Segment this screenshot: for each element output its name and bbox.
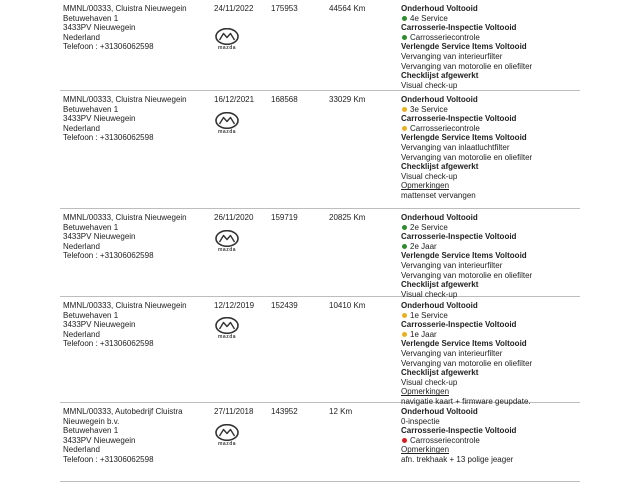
address-line: Nederland bbox=[63, 32, 100, 42]
status-dot-icon bbox=[402, 244, 407, 249]
service-record bbox=[60, 0, 580, 91]
mileage: 44564 Km bbox=[329, 4, 366, 13]
order-number: 152439 bbox=[271, 301, 298, 310]
detail-heading: Verlengde Service Items Voltooid bbox=[401, 339, 527, 349]
detail-heading: Checklijst afgewerkt bbox=[401, 162, 479, 172]
status-dot-icon bbox=[402, 313, 407, 318]
address-line: Betuwehaven 1 bbox=[63, 426, 119, 436]
logo-wordmark: mazda bbox=[217, 334, 237, 340]
logo-wordmark: mazda bbox=[217, 129, 237, 135]
detail-heading: Verlengde Service Items Voltooid bbox=[401, 251, 527, 261]
detail-item: Vervanging van inlaatluchtfilter bbox=[401, 142, 510, 152]
status-dot-icon bbox=[402, 107, 407, 112]
remarks-text: mattenset vervangen bbox=[401, 190, 476, 200]
address-line: MMNL/00333, Autobedrijf Cluistra bbox=[63, 407, 183, 416]
address-line: Betuwehaven 1 bbox=[63, 104, 119, 114]
detail-item bbox=[401, 223, 581, 233]
service-date: 26/11/2020 bbox=[214, 213, 254, 222]
status-dot-icon bbox=[402, 35, 407, 40]
detail-text: 2e Service bbox=[410, 222, 448, 232]
address-line: Telefoon : +31306062598 bbox=[63, 339, 154, 349]
detail-text: 1e Service bbox=[410, 310, 448, 320]
service-date: 24/11/2022 bbox=[214, 4, 254, 13]
service-record bbox=[60, 91, 580, 209]
detail-heading: Carrosserie-Inspectie Voltooid bbox=[401, 23, 517, 33]
detail-heading: Checklijst afgewerkt bbox=[401, 280, 479, 290]
dealer-address bbox=[63, 4, 209, 52]
service-details bbox=[401, 4, 581, 90]
detail-heading: Checklijst afgewerkt bbox=[401, 71, 479, 81]
detail-heading: Carrosserie-Inspectie Voltooid bbox=[401, 232, 517, 242]
detail-heading: Carrosserie-Inspectie Voltooid bbox=[401, 114, 517, 124]
detail-item: Vervanging van motorolie en oliefilter bbox=[401, 152, 533, 162]
mazda-logo-icon bbox=[214, 230, 240, 254]
dealer-address bbox=[63, 213, 209, 261]
status-dot-icon bbox=[402, 332, 407, 337]
mileage: 12 Km bbox=[329, 407, 353, 416]
address-line: Nieuwegein b.v. bbox=[63, 416, 120, 426]
detail-item: Vervanging van motorolie en oliefilter bbox=[401, 61, 533, 71]
service-record bbox=[60, 403, 580, 482]
address-line: Telefoon : +31306062598 bbox=[63, 133, 154, 143]
detail-item bbox=[401, 33, 581, 43]
remarks-text: afn. trekhaak + 13 polige jeager bbox=[401, 454, 514, 464]
address-line: MMNL/00333, Cluistra Nieuwegein bbox=[63, 95, 187, 104]
service-record bbox=[60, 297, 580, 406]
order-number: 159719 bbox=[271, 213, 298, 222]
address-line: MMNL/00333, Cluistra Nieuwegein bbox=[63, 213, 187, 222]
status-dot-icon bbox=[402, 16, 407, 21]
detail-item: Vervanging van motorolie en oliefilter bbox=[401, 358, 533, 368]
detail-text: Carrosseriecontrole bbox=[410, 32, 480, 42]
remarks-link[interactable]: Opmerkingen bbox=[401, 181, 450, 191]
address-line: Nederland bbox=[63, 241, 100, 251]
order-number: 175953 bbox=[271, 4, 298, 13]
status-dot-icon bbox=[402, 126, 407, 131]
service-date: 27/11/2018 bbox=[214, 407, 254, 416]
detail-item: Visual check-up bbox=[401, 80, 458, 90]
detail-item: 0-inspectie bbox=[401, 416, 440, 426]
detail-text: 3e Service bbox=[410, 104, 448, 114]
mazda-logo-icon bbox=[214, 28, 240, 52]
address-line: 3433PV Nieuwegein bbox=[63, 320, 136, 330]
status-dot-icon bbox=[402, 438, 407, 443]
detail-item: Vervanging van interieurfilter bbox=[401, 51, 503, 61]
detail-item: Visual check-up bbox=[401, 171, 458, 181]
address-line: MMNL/00333, Cluistra Nieuwegein bbox=[63, 4, 187, 13]
service-details bbox=[401, 213, 581, 299]
mazda-logo-icon bbox=[214, 317, 240, 341]
service-record bbox=[60, 209, 580, 297]
detail-item: Visual check-up bbox=[401, 377, 458, 387]
detail-text: Carrosseriecontrole bbox=[410, 435, 480, 445]
address-line: Telefoon : +31306062598 bbox=[63, 454, 154, 464]
service-details bbox=[401, 301, 581, 407]
dealer-address bbox=[63, 95, 209, 143]
detail-item: Vervanging van interieurfilter bbox=[401, 348, 503, 358]
detail-heading: Onderhoud Voltooid bbox=[401, 407, 478, 416]
detail-item bbox=[401, 124, 581, 134]
detail-text: 2e Jaar bbox=[410, 241, 437, 251]
mazda-logo-icon bbox=[214, 424, 240, 448]
order-number: 168568 bbox=[271, 95, 298, 104]
mileage: 10410 Km bbox=[329, 301, 366, 310]
service-history-table bbox=[60, 0, 580, 482]
address-line: Nederland bbox=[63, 445, 100, 455]
address-line: 3433PV Nieuwegein bbox=[63, 23, 136, 33]
detail-item: Vervanging van motorolie en oliefilter bbox=[401, 270, 533, 280]
address-line: Betuwehaven 1 bbox=[63, 13, 119, 23]
detail-heading: Verlengde Service Items Voltooid bbox=[401, 42, 527, 52]
detail-text: Carrosseriecontrole bbox=[410, 123, 480, 133]
service-details bbox=[401, 95, 581, 201]
detail-heading: Carrosserie-Inspectie Voltooid bbox=[401, 320, 517, 330]
logo-wordmark: mazda bbox=[217, 441, 237, 447]
detail-item: Visual check-up bbox=[401, 289, 458, 299]
remarks-link[interactable]: Opmerkingen bbox=[401, 387, 450, 397]
detail-item bbox=[401, 105, 581, 115]
detail-heading: Onderhoud Voltooid bbox=[401, 4, 478, 13]
detail-text: 1e Jaar bbox=[410, 329, 437, 339]
order-number: 143952 bbox=[271, 407, 298, 416]
logo-wordmark: mazda bbox=[217, 247, 237, 253]
status-dot-icon bbox=[402, 225, 407, 230]
address-line: 3433PV Nieuwegein bbox=[63, 435, 136, 445]
detail-item bbox=[401, 330, 581, 340]
address-line: 3433PV Nieuwegein bbox=[63, 114, 136, 124]
mazda-logo-icon bbox=[214, 112, 240, 136]
detail-heading: Onderhoud Voltooid bbox=[401, 301, 478, 310]
dealer-address bbox=[63, 407, 209, 465]
logo-wordmark: mazda bbox=[217, 45, 237, 51]
detail-item: Vervanging van interieurfilter bbox=[401, 260, 503, 270]
detail-item bbox=[401, 436, 581, 446]
detail-item bbox=[401, 311, 581, 321]
detail-text: 4e Service bbox=[410, 13, 448, 23]
address-line: Telefoon : +31306062598 bbox=[63, 251, 154, 261]
address-line: Telefoon : +31306062598 bbox=[63, 42, 154, 52]
address-line: Betuwehaven 1 bbox=[63, 222, 119, 232]
remarks-link[interactable]: Opmerkingen bbox=[401, 445, 450, 455]
address-line: MMNL/00333, Cluistra Nieuwegein bbox=[63, 301, 187, 310]
service-details bbox=[401, 407, 581, 465]
address-line: Betuwehaven 1 bbox=[63, 310, 119, 320]
address-line: Nederland bbox=[63, 123, 100, 133]
address-line: 3433PV Nieuwegein bbox=[63, 232, 136, 242]
service-date: 16/12/2021 bbox=[214, 95, 255, 104]
mileage: 20825 Km bbox=[329, 213, 366, 222]
detail-heading: Onderhoud Voltooid bbox=[401, 213, 478, 222]
address-line: Nederland bbox=[63, 329, 100, 339]
detail-item bbox=[401, 14, 581, 24]
detail-heading: Checklijst afgewerkt bbox=[401, 368, 479, 378]
dealer-address bbox=[63, 301, 209, 349]
detail-item bbox=[401, 242, 581, 252]
detail-heading: Verlengde Service Items Voltooid bbox=[401, 133, 527, 143]
detail-heading: Carrosserie-Inspectie Voltooid bbox=[401, 426, 517, 436]
mileage: 33029 Km bbox=[329, 95, 366, 104]
service-date: 12/12/2019 bbox=[214, 301, 255, 310]
remarks-text: navigatie kaart + firmware geupdate. bbox=[401, 396, 531, 406]
detail-heading: Onderhoud Voltooid bbox=[401, 95, 478, 104]
